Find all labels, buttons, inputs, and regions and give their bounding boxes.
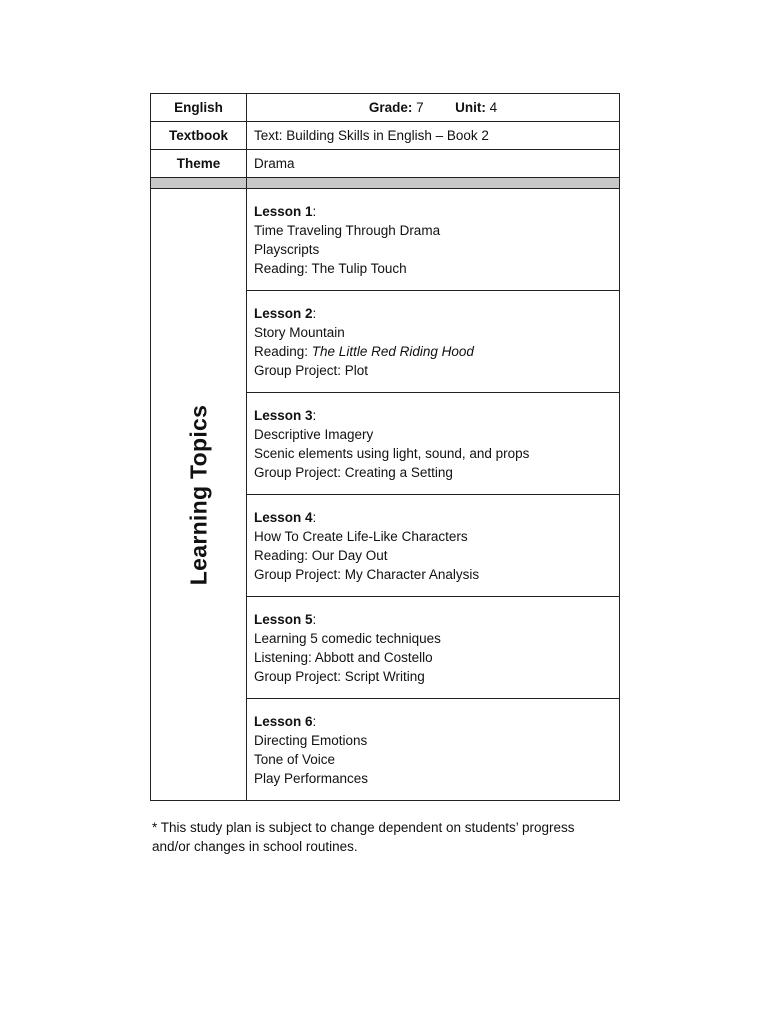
lesson-line (254, 769, 612, 788)
lesson-line-text: Play Performances (254, 770, 369, 786)
lesson-heading-text: Lesson 1 (254, 203, 313, 219)
lesson-line-prefix: Reading: (254, 343, 312, 359)
lesson-heading-text: Lesson 6 (254, 713, 313, 729)
learning-topics-cell (151, 189, 247, 801)
textbook-row (151, 122, 620, 150)
subject-cell: English (151, 94, 247, 122)
lesson-row (151, 189, 620, 291)
lesson-line (254, 342, 612, 361)
lesson-cell (247, 495, 620, 597)
lesson-line (254, 425, 612, 444)
theme-label: Theme (151, 150, 247, 178)
lesson-line-text: Group Project: Plot (254, 362, 369, 378)
lesson-heading: Lesson 1: (254, 203, 317, 219)
lesson-line (254, 221, 612, 240)
lesson-line-text: Listening: Abbott and Costello (254, 649, 433, 665)
lesson-line-text: Group Project: My Character Analysis (254, 566, 480, 582)
lesson-line-text: Scenic elements using light, sound, and props (254, 445, 530, 461)
lesson-heading: Lesson 5: (254, 611, 317, 627)
lesson-line-text: Story Mountain (254, 324, 345, 340)
footnote-line-1: * This study plan is subject to change dependent on students’ progress (152, 820, 575, 835)
lesson-line (254, 648, 612, 667)
lesson-cell (247, 189, 620, 291)
lesson-line-text: Reading: The Tulip Touch (254, 260, 407, 276)
lesson-cell (247, 393, 620, 495)
lesson-line-text: The Little Red Riding Hood (311, 343, 474, 359)
lesson-line-text: Tone of Voice (254, 751, 336, 767)
lesson-heading-text: Lesson 4 (254, 509, 313, 525)
subject-row (151, 94, 620, 122)
lesson-heading: Lesson 6: (254, 713, 317, 729)
separator-cell-left (151, 178, 247, 189)
lesson-line-text: Descriptive Imagery (254, 426, 374, 442)
lesson-line-text: Playscripts (254, 241, 320, 257)
lesson-line (254, 259, 612, 278)
lesson-line-text: Group Project: Script Writing (254, 668, 425, 684)
lesson-line (254, 546, 612, 565)
lesson-line-text: Learning 5 comedic techniques (254, 630, 441, 646)
lesson-line-text: Group Project: Creating a Setting (254, 464, 453, 480)
lesson-heading-text: Lesson 5 (254, 611, 313, 627)
grade-label: Grade: (368, 100, 413, 115)
lesson-line (254, 240, 612, 259)
lesson-line (254, 444, 612, 463)
lesson-line (254, 527, 612, 546)
separator-row (151, 178, 620, 189)
theme-value: Drama (247, 150, 620, 178)
grade-unit-cell (247, 94, 620, 122)
lesson-line (254, 323, 612, 342)
lesson-heading: Lesson 2: (254, 305, 317, 321)
lesson-heading: Lesson 3: (254, 407, 317, 423)
lesson-line-text: Directing Emotions (254, 732, 368, 748)
lesson-heading: Lesson 4: (254, 509, 317, 525)
footnote-line-2: and/or changes in school routines. (152, 839, 358, 854)
lesson-cell (247, 699, 620, 801)
lesson-line-text: How To Create Life-Like Characters (254, 528, 468, 544)
lesson-heading-text: Lesson 2 (254, 305, 313, 321)
lesson-cell (247, 291, 620, 393)
lesson-line (254, 731, 612, 750)
lesson-line (254, 361, 612, 380)
lesson-line (254, 463, 612, 482)
grade-value: 7 (416, 100, 424, 115)
lesson-line-text: Time Traveling Through Drama (254, 222, 441, 238)
separator-cell-right (247, 178, 620, 189)
lesson-line (254, 565, 612, 584)
unit-value: 4 (489, 100, 498, 115)
textbook-label: Textbook (151, 122, 247, 150)
lesson-line (254, 629, 612, 648)
lesson-cell (247, 597, 620, 699)
lesson-heading-text: Lesson 3 (254, 407, 313, 423)
textbook-value: Text: Building Skills in English – Book 2 (247, 122, 620, 150)
footnote (152, 818, 622, 856)
unit-label: Unit: (455, 100, 486, 115)
lesson-line (254, 667, 612, 686)
learning-topics-title: Learning Topics (185, 404, 211, 585)
lesson-line-text: Reading: Our Day Out (254, 547, 388, 563)
theme-row (151, 150, 620, 178)
study-plan-table (150, 93, 620, 801)
lesson-line (254, 750, 612, 769)
